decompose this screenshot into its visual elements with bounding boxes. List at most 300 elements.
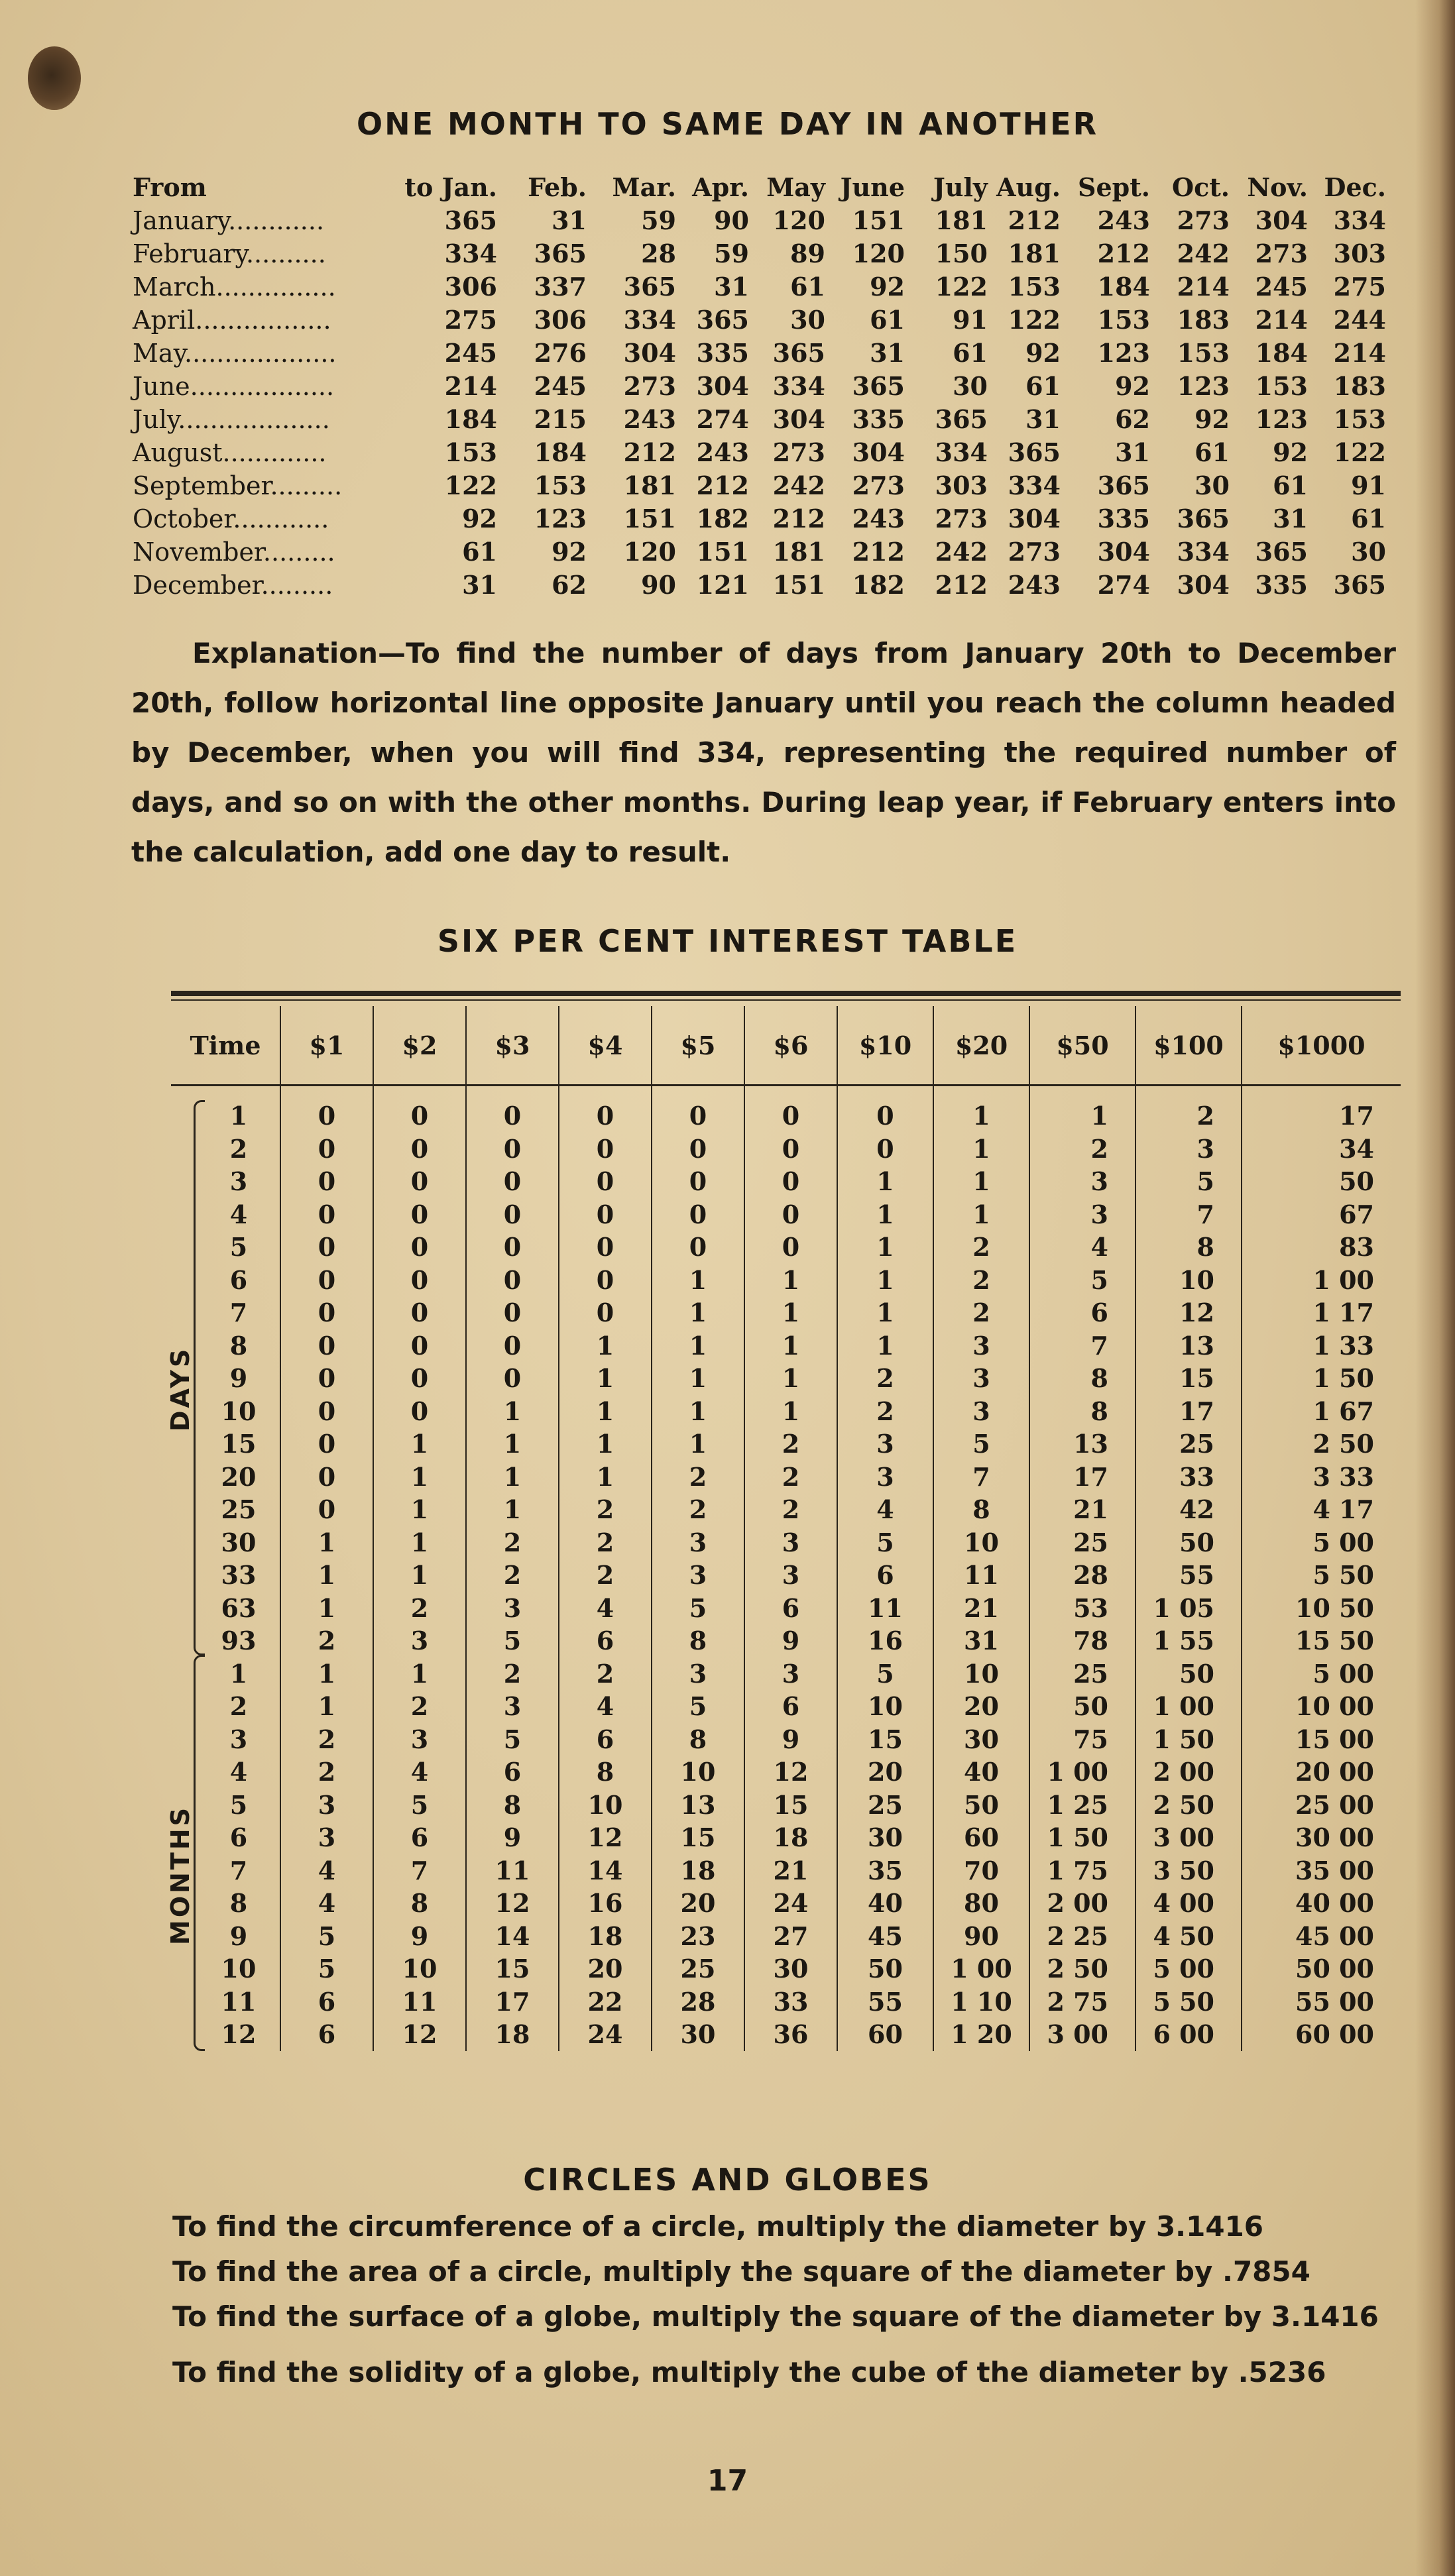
interest-cell: 35 00: [1242, 1854, 1401, 1887]
month-cell: 61: [870, 305, 905, 335]
interest-cell: 1: [652, 1362, 744, 1395]
month-cell: 243: [852, 504, 905, 533]
interest-cell: 3: [744, 1657, 837, 1691]
time-cell: 8: [229, 1330, 248, 1361]
time-cell: 2: [229, 1691, 248, 1721]
padding-cell: [933, 1086, 1029, 1100]
interest-cell: 0: [652, 1231, 744, 1264]
month-cell: 245: [1255, 272, 1308, 302]
interest-cell: 1: [744, 1362, 837, 1395]
interest-cell: 17: [1135, 1395, 1242, 1428]
interest-cell: 5 50: [1242, 1559, 1401, 1592]
interest-cell: 1 20: [933, 2018, 1029, 2051]
month-cell: 304: [852, 437, 905, 467]
table-top-rule-thin: [171, 999, 1401, 1001]
col-header: Nov.: [1247, 172, 1308, 202]
padding-cell: [171, 1086, 280, 1100]
interest-cell: 33: [744, 1986, 837, 2019]
month-cell: 212: [852, 537, 905, 567]
month-cell: 245: [444, 338, 497, 368]
month-row-label: September.........: [133, 471, 343, 500]
interest-cell: 78: [1029, 1624, 1135, 1657]
interest-cell: 60 00: [1242, 2018, 1401, 2051]
interest-cell: 1: [373, 1461, 466, 1494]
interest-cell: 1: [652, 1428, 744, 1461]
month-cell: 334: [444, 239, 497, 268]
month-cell: 275: [444, 305, 497, 335]
month-cell: 243: [1008, 570, 1061, 600]
month-cell: 182: [852, 570, 905, 600]
interest-cell: 3: [652, 1559, 744, 1592]
months-group-label: MONTHS: [166, 1805, 195, 1945]
month-cell: 214: [444, 371, 497, 401]
interest-col-header: $4: [559, 1006, 652, 1086]
interest-cell: 1: [837, 1329, 933, 1363]
interest-cell: 20: [559, 1952, 652, 1986]
interest-cell: 0: [280, 1395, 373, 1428]
interest-cell: 21: [1029, 1493, 1135, 1526]
interest-cell: 3: [933, 1395, 1029, 1428]
interest-cell: 40: [933, 1756, 1029, 1789]
interest-cell: 1: [652, 1296, 744, 1329]
month-cell: 184: [1255, 338, 1308, 368]
month-cell: 243: [1097, 205, 1150, 235]
month-cell: 183: [1333, 371, 1386, 401]
months-row: [171, 1690, 1401, 1723]
interest-cell: 24: [744, 1887, 837, 1920]
interest-cell: 5 00: [1242, 1526, 1401, 1559]
interest-cell: 1 00: [1135, 1690, 1242, 1723]
interest-cell: 2: [652, 1493, 744, 1526]
month-cell: 184: [1097, 272, 1150, 302]
interest-cell: 0: [280, 1231, 373, 1264]
to-label: to Jan.: [404, 172, 497, 202]
month-cell: 91: [1351, 471, 1386, 500]
interest-cell: 5: [466, 1624, 559, 1657]
interest-cell: 50: [1135, 1526, 1242, 1559]
col-header: Sept.: [1078, 172, 1150, 202]
interest-cell: 12: [466, 1887, 559, 1920]
month-cell: 153: [1097, 305, 1150, 335]
time-cell: 7: [229, 1855, 248, 1885]
month-cell: 153: [1177, 338, 1230, 368]
interest-cell: 5: [837, 1526, 933, 1559]
interest-cell: 0: [837, 1133, 933, 1166]
interest-cell: 15 00: [1242, 1723, 1401, 1756]
month-cell: 90: [641, 570, 676, 600]
time-cell: 30: [221, 1527, 257, 1557]
month-cell: 334: [1177, 537, 1230, 567]
interest-cell: 6: [837, 1559, 933, 1592]
time-cell: 1: [229, 1101, 248, 1131]
interest-cell: 5: [1135, 1165, 1242, 1198]
interest-cell: 17: [1029, 1461, 1135, 1494]
month-cell: 365: [623, 272, 676, 302]
interest-cell: 1: [559, 1395, 652, 1428]
interest-cell: 25: [1029, 1657, 1135, 1691]
month-cell: 59: [641, 205, 676, 235]
interest-cell: 9: [373, 1920, 466, 1953]
month-cell: 335: [852, 404, 905, 434]
interest-cell: 16: [559, 1887, 652, 1920]
interest-cell: 18: [652, 1854, 744, 1887]
interest-col-header: $5: [652, 1006, 744, 1086]
time-cell: 25: [221, 1494, 257, 1524]
interest-cell: 1: [837, 1198, 933, 1231]
days-row: [171, 1428, 1401, 1461]
month-cell: 365: [1097, 471, 1150, 500]
month-cell: 122: [935, 272, 988, 302]
interest-cell: 2: [559, 1657, 652, 1691]
months-row: [171, 1723, 1401, 1756]
col-header: Dec.: [1324, 172, 1386, 202]
interest-cell: 4 17: [1242, 1493, 1401, 1526]
interest-cell: 0: [280, 1264, 373, 1297]
interest-cell: 5 50: [1135, 1986, 1242, 2019]
interest-cell: 2: [744, 1428, 837, 1461]
month-cell: 92: [1115, 371, 1150, 401]
month-cell: 365: [1333, 570, 1386, 600]
month-cell: 273: [852, 471, 905, 500]
time-cell: 33: [221, 1560, 257, 1590]
month-row-label: January............: [133, 206, 325, 235]
time-cell: 11: [221, 1986, 257, 2017]
month-cell: 273: [1255, 239, 1308, 268]
interest-cell: 2 50: [1135, 1789, 1242, 1822]
time-cell: 20: [221, 1461, 257, 1492]
interest-cell: 7: [373, 1854, 466, 1887]
interest-cell: 2: [933, 1296, 1029, 1329]
page-number: 17: [707, 2464, 748, 2498]
interest-cell: 4: [1029, 1231, 1135, 1264]
interest-cell: 1 50: [1135, 1723, 1242, 1756]
interest-cell: 10 00: [1242, 1690, 1401, 1723]
month-row: [133, 469, 1386, 502]
month-cell: 122: [1333, 437, 1386, 467]
interest-cell: 5: [652, 1690, 744, 1723]
interest-cell: 10 50: [1242, 1592, 1401, 1625]
interest-cell: 0: [744, 1165, 837, 1198]
interest-cell: 0: [280, 1296, 373, 1329]
interest-cell: 50: [837, 1952, 933, 1986]
interest-cell: 3: [652, 1526, 744, 1559]
interest-cell: 1: [559, 1461, 652, 1494]
padding-cell: [652, 1086, 744, 1100]
month-cell: 30: [1351, 537, 1386, 567]
month-cell: 120: [623, 537, 676, 567]
interest-cell: 8: [652, 1723, 744, 1756]
interest-cell: 25: [1135, 1428, 1242, 1461]
interest-cell: 15: [744, 1789, 837, 1822]
time-cell: 1: [229, 1658, 248, 1689]
days-row: [171, 1264, 1401, 1297]
months-row: [171, 1821, 1401, 1854]
interest-cell: 14: [466, 1920, 559, 1953]
month-cell: 273: [935, 504, 988, 533]
interest-cell: 1: [373, 1428, 466, 1461]
interest-cell: 1: [933, 1133, 1029, 1166]
interest-cell: 3: [1135, 1133, 1242, 1166]
interest-cell: 0: [652, 1165, 744, 1198]
interest-cell: 36: [744, 2018, 837, 2051]
month-cell: 273: [1177, 205, 1230, 235]
interest-cell: 0: [466, 1329, 559, 1363]
interest-cell: 60: [837, 2018, 933, 2051]
interest-cell: 12: [559, 1821, 652, 1854]
month-cell: 365: [1177, 504, 1230, 533]
month-cell: 335: [696, 338, 749, 368]
interest-cell: 1 67: [1242, 1395, 1401, 1428]
interest-cell: 1: [744, 1264, 837, 1297]
interest-cell: 0: [373, 1296, 466, 1329]
month-cell: 274: [1097, 570, 1150, 600]
month-cell: 184: [534, 437, 587, 467]
interest-cell: 3: [280, 1789, 373, 1822]
interest-cell: 1: [373, 1526, 466, 1559]
interest-cell: 2: [373, 1690, 466, 1723]
month-cell: 304: [1177, 570, 1230, 600]
months-row: [171, 1789, 1401, 1822]
interest-cell: 1: [280, 1592, 373, 1625]
interest-cell: 8: [1029, 1395, 1135, 1428]
interest-cell: 8: [559, 1756, 652, 1789]
interest-cell: 60: [933, 1821, 1029, 1854]
days-row: [171, 1165, 1401, 1198]
days-row: [171, 1624, 1401, 1657]
interest-cell: 15: [1135, 1362, 1242, 1395]
month-row: [133, 304, 1386, 337]
interest-cell: 0: [652, 1198, 744, 1231]
interest-cell: 1 55: [1135, 1624, 1242, 1657]
interest-col-header: $10: [837, 1006, 933, 1086]
interest-cell: 8: [1135, 1231, 1242, 1264]
month-cell: 245: [534, 371, 587, 401]
month-cell: 92: [552, 537, 587, 567]
month-row-label: December.........: [133, 571, 333, 600]
interest-cell: 0: [837, 1099, 933, 1133]
month-cell: 31: [1115, 437, 1150, 467]
interest-cell: 11: [837, 1592, 933, 1625]
interest-cell: 13: [1135, 1329, 1242, 1363]
interest-cell: 55 00: [1242, 1986, 1401, 2019]
interest-cell: 8: [373, 1887, 466, 1920]
month-cell: 28: [641, 239, 676, 268]
month-cell: 243: [623, 404, 676, 434]
days-brace: [194, 1100, 205, 1655]
month-cell: 31: [462, 570, 497, 600]
interest-cell: 50: [1029, 1690, 1135, 1723]
month-cell: 304: [623, 338, 676, 368]
month-row: [133, 569, 1386, 602]
interest-cell: 0: [373, 1264, 466, 1297]
interest-cell: 34: [1242, 1133, 1401, 1166]
days-row: [171, 1493, 1401, 1526]
interest-cell: 7: [1029, 1329, 1135, 1363]
time-cell: 12: [221, 2019, 257, 2049]
interest-cell: 4 50: [1135, 1920, 1242, 1953]
interest-cell: 2: [744, 1493, 837, 1526]
interest-cell: 21: [744, 1854, 837, 1887]
interest-cell: 0: [466, 1296, 559, 1329]
month-cell: 243: [696, 437, 749, 467]
days-row: [171, 1231, 1401, 1264]
padding-cell: [1029, 1086, 1135, 1100]
interest-cell: 1 33: [1242, 1329, 1401, 1363]
interest-cell: 1 00: [1029, 1756, 1135, 1789]
months-row: [171, 1887, 1401, 1920]
interest-cell: 5 00: [1242, 1657, 1401, 1691]
month-cell: 61: [1025, 371, 1061, 401]
interest-cell: 30: [837, 1821, 933, 1854]
interest-cell: 11: [933, 1559, 1029, 1592]
padding-cell: [559, 1086, 652, 1100]
interest-cell: 50: [1135, 1657, 1242, 1691]
padding-cell: [1242, 1086, 1401, 1100]
interest-cell: 0: [466, 1165, 559, 1198]
month-row-label: August.............: [133, 438, 327, 467]
month-cell: 212: [772, 504, 825, 533]
month-cell: 212: [696, 471, 749, 500]
interest-cell: 20: [652, 1887, 744, 1920]
time-cell: 2: [229, 1133, 248, 1164]
interest-cell: 1: [280, 1690, 373, 1723]
interest-cell: 1: [466, 1428, 559, 1461]
time-cell: 6: [229, 1822, 248, 1852]
month-cell: 242: [935, 537, 988, 567]
interest-cell: 2: [837, 1395, 933, 1428]
interest-col-header: $50: [1029, 1006, 1135, 1086]
months-row: [171, 1756, 1401, 1789]
interest-cell: 1 75: [1029, 1854, 1135, 1887]
month-cell: 153: [444, 437, 497, 467]
month-cell: 120: [852, 239, 905, 268]
circles-line: To find the circumference of a circle, multiply the diameter by 3.1416: [172, 2210, 1264, 2243]
month-cell: 304: [1255, 205, 1308, 235]
interest-cell: 80: [933, 1887, 1029, 1920]
circles-title: CIRCLES AND GLOBES: [523, 2162, 932, 2198]
interest-cell: 4: [837, 1493, 933, 1526]
interest-cell: 1: [933, 1198, 1029, 1231]
interest-cell: 15: [837, 1723, 933, 1756]
interest-cell: 0: [373, 1099, 466, 1133]
interest-cell: 1: [466, 1493, 559, 1526]
interest-cell: 1: [933, 1099, 1029, 1133]
interest-cell: 1 50: [1029, 1821, 1135, 1854]
padding-cell: [837, 1086, 933, 1100]
interest-cell: 10: [1135, 1264, 1242, 1297]
interest-cell: 18: [466, 2018, 559, 2051]
month-cell: 242: [772, 471, 825, 500]
interest-cell: 1: [280, 1526, 373, 1559]
days-row: [171, 1296, 1401, 1329]
days-row: [171, 1329, 1401, 1363]
interest-cell: 0: [466, 1099, 559, 1133]
month-cell: 273: [1008, 537, 1061, 567]
interest-cell: 7: [933, 1461, 1029, 1494]
interest-cell: 23: [652, 1920, 744, 1953]
interest-cell: 10: [373, 1952, 466, 1986]
interest-cell: 5: [1029, 1264, 1135, 1297]
interest-cell: 14: [559, 1854, 652, 1887]
interest-cell: 2: [933, 1231, 1029, 1264]
interest-cell: 0: [373, 1231, 466, 1264]
month-cell: 365: [1008, 437, 1061, 467]
padding-cell: [466, 1086, 559, 1100]
interest-cell: 5: [280, 1952, 373, 1986]
interest-cell: 3 50: [1135, 1854, 1242, 1887]
interest-cell: 10: [652, 1756, 744, 1789]
interest-cell: 1 10: [933, 1986, 1029, 2019]
interest-cell: 8: [466, 1789, 559, 1822]
month-cell: 122: [1008, 305, 1061, 335]
interest-cell: 1: [1029, 1099, 1135, 1133]
interest-cell: 55: [1135, 1559, 1242, 1592]
circles-line: To find the surface of a globe, multiply the square of the diameter by 3.1416: [172, 2300, 1379, 2333]
month-cell: 30: [790, 305, 825, 335]
interest-cell: 50: [933, 1789, 1029, 1822]
days-group-label: DAYS: [166, 1346, 195, 1431]
interest-cell: 9: [466, 1821, 559, 1854]
month-cell: 92: [462, 504, 497, 533]
interest-cell: 1: [652, 1264, 744, 1297]
interest-cell: 17: [466, 1986, 559, 2019]
interest-cell: 33: [1135, 1461, 1242, 1494]
interest-cell: 1: [373, 1493, 466, 1526]
interest-cell: 12: [1135, 1296, 1242, 1329]
days-row: [171, 1559, 1401, 1592]
interest-cell: 15: [652, 1821, 744, 1854]
col-header: July: [933, 172, 988, 202]
month-cell: 61: [1194, 437, 1230, 467]
interest-cell: 6: [559, 1723, 652, 1756]
month-cell: 91: [953, 305, 988, 335]
interest-cell: 30: [744, 1952, 837, 1986]
interest-cell: 3: [373, 1624, 466, 1657]
month-row-label: July...................: [133, 405, 330, 434]
month-cell: 303: [1333, 239, 1386, 268]
month-cell: 123: [1255, 404, 1308, 434]
interest-cell: 6: [466, 1756, 559, 1789]
time-cell: 3: [229, 1724, 248, 1754]
interest-cell: 4: [280, 1887, 373, 1920]
month-cell: 212: [623, 437, 676, 467]
interest-cell: 17: [1242, 1099, 1401, 1133]
month-cell: 304: [1097, 537, 1150, 567]
interest-cell: 4: [280, 1854, 373, 1887]
month-row: [133, 535, 1386, 569]
month-cell: 274: [696, 404, 749, 434]
interest-cell: 0: [280, 1099, 373, 1133]
month-cell: 59: [714, 239, 749, 268]
interest-cell: 3 33: [1242, 1461, 1401, 1494]
interest-cell: 0: [280, 1133, 373, 1166]
interest-cell: 13: [652, 1789, 744, 1822]
interest-cell: 1: [837, 1165, 933, 1198]
interest-cell: 67: [1242, 1198, 1401, 1231]
interest-cell: 6: [280, 1986, 373, 2019]
month-row-label: June..................: [133, 372, 335, 401]
month-cell: 334: [1333, 205, 1386, 235]
interest-cell: 3 00: [1135, 1821, 1242, 1854]
interest-cell: 3: [466, 1592, 559, 1625]
month-cell: 334: [772, 371, 825, 401]
interest-cell: 2: [1135, 1099, 1242, 1133]
month-row-label: April.................: [133, 306, 331, 335]
interest-cell: 0: [466, 1264, 559, 1297]
interest-cell: 0: [744, 1133, 837, 1166]
month-cell: 273: [623, 371, 676, 401]
month-cell: 123: [1177, 371, 1230, 401]
